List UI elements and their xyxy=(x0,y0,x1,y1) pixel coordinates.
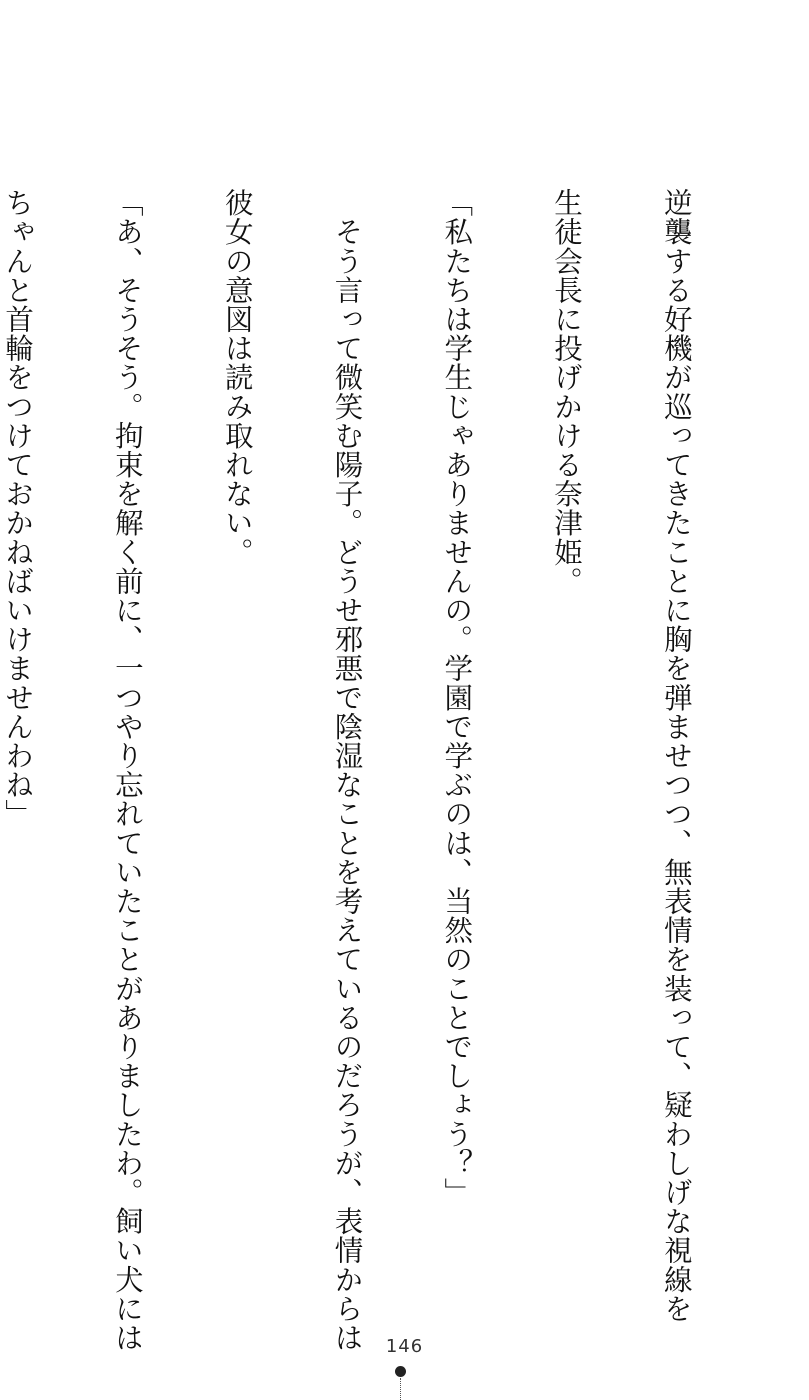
text-line: そう言って微笑む陽子。どうせ邪悪で陰湿なことを考えているのだろうが、表情からは xyxy=(330,188,364,1352)
text-line: 「私たちは学生じゃありませんの。学園で学ぶのは、当然のことでしょう？」 xyxy=(440,188,474,1207)
page-marker-trail xyxy=(400,1378,401,1400)
text-line: 生徒会長に投げかける奈津姫。 xyxy=(550,188,584,596)
text-line: 彼女の意図は読み取れない。 xyxy=(220,188,254,567)
page-marker-dot-icon xyxy=(395,1366,406,1377)
page-number: 146 xyxy=(385,1336,424,1357)
text-line: 「あ、そうそう。拘束を解く前に、一つやり忘れていたことがありましたわ。飼い犬には xyxy=(110,188,144,1352)
text-line: 逆襲する好機が巡ってきたことに胸を弾ませつつ、無表情を装って、疑わしげな視線を xyxy=(659,188,693,1323)
text-line: ちゃんと首輪をつけておかねばいけませんわね」 xyxy=(1,188,35,829)
